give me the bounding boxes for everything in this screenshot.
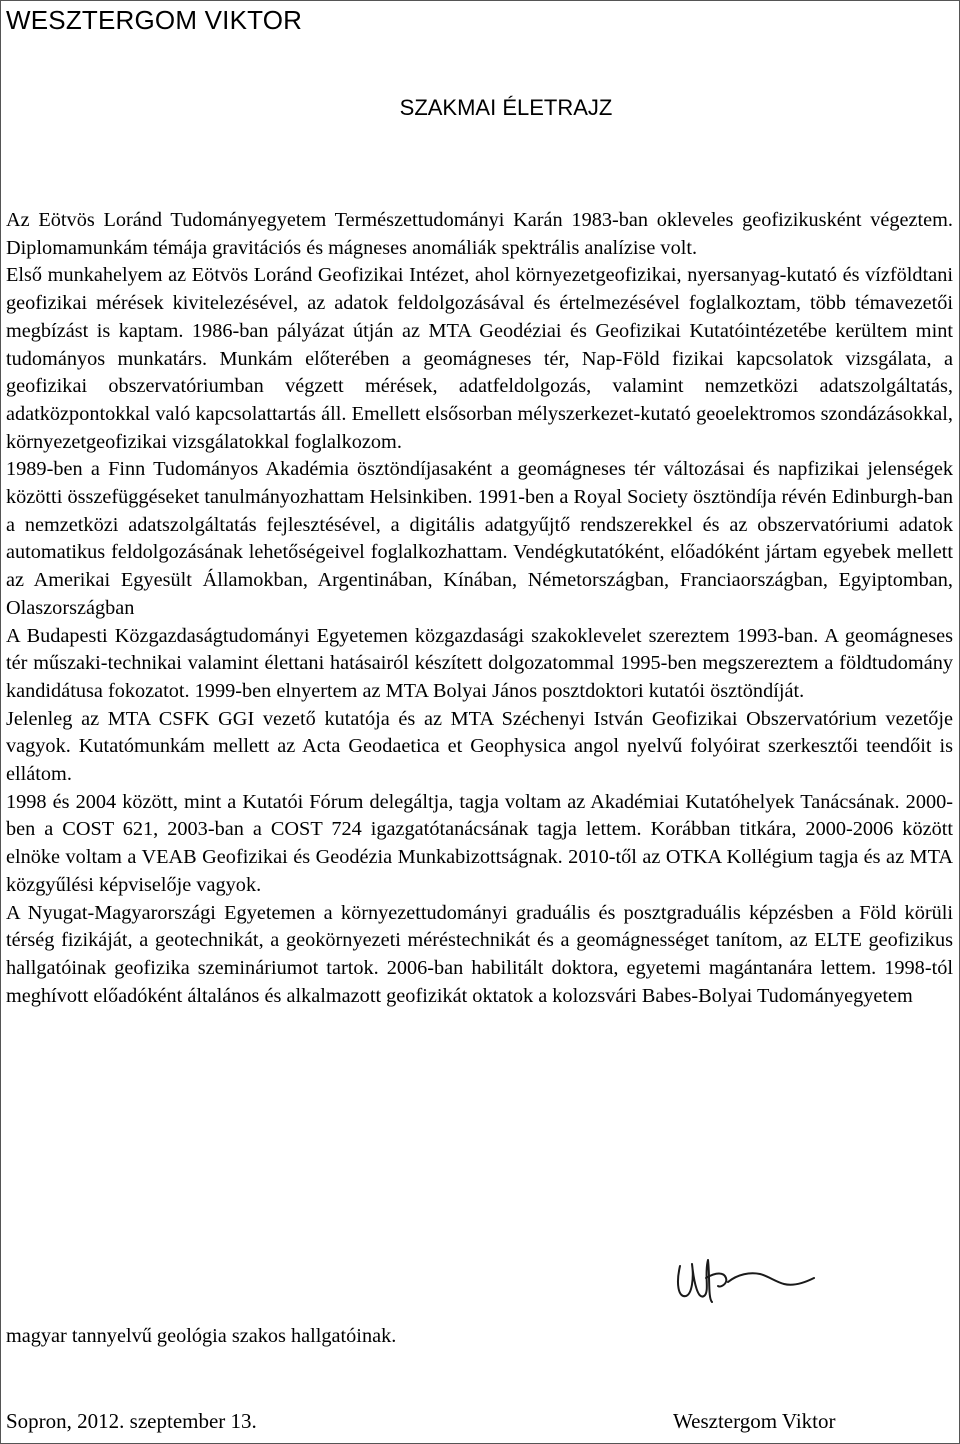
paragraph-committees: 1998 és 2004 között, mint a Kutatói Fórum delegáltja, tagja voltam az Akadémiai Kutatóhelyek Tanácsának. 2000-ben a COST 621, 2003-ban a COST 724 igazgatótanácsának tagja lettem. Korábban titkára, 2000-2006 között elnöke voltam a VEAB Geofizikai és Geodézia Munkabizottságnak. 2010-től az OTKA Kollégium tagja és az MTA közgyűlési képviselője vagyok.: [6, 790, 953, 896]
place-and-date: Sopron, 2012. szeptember 13.: [6, 1409, 257, 1433]
paragraph-first-job: Első munkahelyem az Eötvös Loránd Geofizikai Intézet, ahol környezetgeofizikai, nyersanyag-kutató és vízföldtani geofizikai mérések kivitelezésével, az adatok feldolgozásával és értelmezésével foglalkoztam, több témavezetői megbízást is kaptam. 1986-ban pályázat útján az MTA Geodéziai és Geofizikai Kutatóintézetébe kerültem mint tudományos munkatárs. Munkám előterében a geomágneses tér, Nap-Föld fizikai kapcsolatok vizsgálata, a geofizikai obszervatóriumban végzett mérések, adatfeldolgozás, valamint nemzetközi adatszolgáltatás, adatközpontokkal való kapcsolattartás áll. Emellett elsősorban mélyszerkezet-kutató geoelektromos szondázásokkal, környezetgeofizikai vizsgálatokkal foglalkozom.: [6, 264, 953, 453]
closing-line: magyar tannyelvű geológia szakos hallgatóinak.: [6, 1325, 397, 1347]
paragraph-education: Az Eötvös Loránd Tudományegyetem Természettudományi Karán 1983-ban okleveles geofizikusként végeztem. Diplomamunkám témája gravitációs és mágneses anomáliák spektrális analízise volt.: [6, 209, 953, 259]
handwritten-signature: [668, 1238, 828, 1318]
paragraph-teaching: A Nyugat-Magyarországi Egyetemen a környezettudományi graduális és posztgraduális képzésben a Föld körüli térség fizikáját, a geotechnikát, a geokörnyezeti méréstechnikát és a geomágnességet tanítom, az ELTE geofizikus hallgatóinak geofizika szemináriumot tartok. 2006-ban habilitált doktora, egyetemi magántanára lettem. 1998-tól meghívott előadóként általános és alkalmazott geofizikát oktatok a kolozsvári Babes-Bolyai Tudományegyetem: [6, 901, 953, 1007]
signatory-name: Wesztergom Viktor: [673, 1409, 836, 1433]
paragraph-degrees: A Budapesti Közgazdaságtudományi Egyetemen közgazdasági szakoklevelet szereztem 1993-ban. A geomágneses tér műszaki-technikai valamint élettani hatásairól készített dolgozatommal 1995-ben megszereztem a földtudomány kandidátusa fokozatot. 1999-ben elnyertem az MTA Bolyai János posztdoktori kutatói ösztöndíját.: [6, 624, 953, 702]
paragraph-current-position: Jelenleg az MTA CSFK GGI vezető kutatója és az MTA Széchenyi István Geofizikai Obszervatórium vezetője vagyok. Kutatómunkám mellett az Acta Geodaetica et Geophysica angol nyelvű folyóirat szerkesztői teendőit is ellátom.: [6, 707, 953, 786]
document-title: SZAKMAI ÉLETRAJZ: [399, 95, 613, 120]
paragraph-scholarships: 1989-ben a Finn Tudományos Akadémia ösztöndíjasaként a geomágneses tér változásai és napfizikai jelenségek közötti összefüggéseket tanulmányozhattam Helsinkiben. 1991-ben a Royal Society ösztöndíja révén Edinburgh-ban a nemzetközi adatszolgáltatás fejlesztésével, a digitális adatgyűjtő rendszerekkel és az obszervatóriumi adatok automatikus feldolgozásának lehetőségeivel foglalkozhattam. Vendégkutatóként, előadóként jártam egyebek mellett az Amerikai Egyesült Államokban, Argentinában, Kínában, Németországban, Franciaországban, Egyiptomban, Olaszországban: [6, 458, 953, 619]
header-name: WESZTERGOM VIKTOR: [6, 5, 303, 35]
cv-body: [6, 207, 953, 1010]
